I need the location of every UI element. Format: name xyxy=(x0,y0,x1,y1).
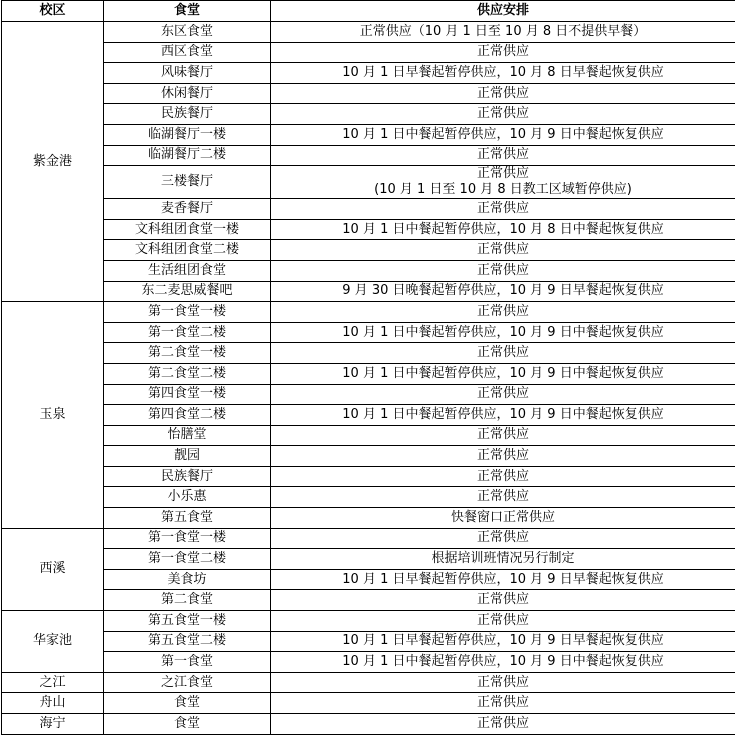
canteen-cell: 东二麦思威餐吧 xyxy=(104,281,271,302)
schedule-cell: 正常供应（10 月 1 日至 10 月 8 日不提供早餐） xyxy=(271,22,735,43)
table-row xyxy=(2,63,735,84)
canteen-schedule-table xyxy=(1,0,735,735)
canteen-cell: 第一食堂二楼 xyxy=(104,322,271,343)
table-row xyxy=(2,240,735,261)
campus-cell: 西溪 xyxy=(2,528,104,610)
header-canteen: 食堂 xyxy=(104,1,271,22)
table-row xyxy=(2,425,735,446)
table-row xyxy=(2,363,735,384)
table-row xyxy=(2,652,735,673)
canteen-cell: 三楼餐厅 xyxy=(104,166,271,199)
schedule-cell: 正常供应 xyxy=(271,672,735,693)
schedule-cell: 正常供应 xyxy=(271,145,735,166)
schedule-cell: 正常供应 xyxy=(271,384,735,405)
table-row xyxy=(2,405,735,426)
canteen-cell: 第一食堂一楼 xyxy=(104,528,271,549)
header-row xyxy=(2,1,735,22)
canteen-cell: 之江食堂 xyxy=(104,672,271,693)
schedule-cell: 正常供应 xyxy=(271,466,735,487)
schedule-cell: 正常供应 xyxy=(271,240,735,261)
schedule-cell: 正常供应 xyxy=(271,528,735,549)
table-row xyxy=(2,672,735,693)
table-row xyxy=(2,714,735,735)
schedule-cell: 正常供应 xyxy=(271,611,735,632)
table-row xyxy=(2,124,735,145)
schedule-cell: 快餐窗口正常供应 xyxy=(271,508,735,529)
canteen-cell: 小乐惠 xyxy=(104,487,271,508)
schedule-cell: 正常供应 xyxy=(271,104,735,125)
canteen-cell: 第五食堂 xyxy=(104,508,271,529)
campus-cell: 之江 xyxy=(2,672,104,693)
campus-cell: 紫金港 xyxy=(2,22,104,302)
table-row xyxy=(2,693,735,714)
schedule-cell: 正常供应 xyxy=(271,260,735,281)
table-row xyxy=(2,487,735,508)
canteen-cell: 风味餐厅 xyxy=(104,63,271,84)
canteen-cell: 第四食堂二楼 xyxy=(104,405,271,426)
canteen-cell: 第二食堂 xyxy=(104,590,271,611)
canteen-cell: 食堂 xyxy=(104,693,271,714)
campus-cell: 玉泉 xyxy=(2,302,104,529)
schedule-cell: 10 月 1 日早餐起暂停供应，10 月 9 日早餐起恢复供应 xyxy=(271,569,735,590)
table-body xyxy=(2,22,735,735)
canteen-cell: 第一食堂二楼 xyxy=(104,549,271,570)
table-row xyxy=(2,302,735,323)
canteen-cell: 临湖餐厅一楼 xyxy=(104,124,271,145)
table-row xyxy=(2,569,735,590)
table-row xyxy=(2,528,735,549)
schedule-note: (10 月 1 日至 10 月 8 日教工区域暂停供应) xyxy=(374,182,632,198)
table-row xyxy=(2,104,735,125)
canteen-cell: 食堂 xyxy=(104,714,271,735)
table-row xyxy=(2,508,735,529)
schedule-cell: 正常供应 xyxy=(271,446,735,467)
schedule-cell: 正常供应 xyxy=(271,83,735,104)
canteen-cell: 美食坊 xyxy=(104,569,271,590)
table-row xyxy=(2,166,735,199)
schedule-cell: 正常供应 xyxy=(271,487,735,508)
table-row xyxy=(2,611,735,632)
schedule-text: 正常供应 xyxy=(476,166,529,182)
table-row xyxy=(2,145,735,166)
table-row xyxy=(2,631,735,652)
canteen-cell: 休闲餐厅 xyxy=(104,83,271,104)
schedule-cell: 正常供应 xyxy=(271,343,735,364)
header-campus: 校区 xyxy=(2,1,104,22)
canteen-cell: 生活组团食堂 xyxy=(104,260,271,281)
table-row xyxy=(2,343,735,364)
table-row xyxy=(2,260,735,281)
campus-cell: 舟山 xyxy=(2,693,104,714)
canteen-cell: 第二食堂二楼 xyxy=(104,363,271,384)
schedule-cell: 10 月 1 日中餐起暂停供应，10 月 9 日中餐起恢复供应 xyxy=(271,405,735,426)
canteen-cell: 第一食堂 xyxy=(104,652,271,673)
canteen-cell: 麦香餐厅 xyxy=(104,199,271,220)
table-row xyxy=(2,42,735,63)
canteen-cell: 文科组团食堂二楼 xyxy=(104,240,271,261)
schedule-cell: 9 月 30 日晚餐起暂停供应，10 月 9 日早餐起恢复供应 xyxy=(271,281,735,302)
canteen-cell: 第二食堂一楼 xyxy=(104,343,271,364)
header-schedule: 供应安排 xyxy=(271,1,735,22)
table-row xyxy=(2,199,735,220)
schedule-cell: 正常供应 xyxy=(271,590,735,611)
schedule-cell: 正常供应 xyxy=(271,425,735,446)
campus-cell: 海宁 xyxy=(2,714,104,735)
campus-cell: 华家池 xyxy=(2,611,104,673)
canteen-cell: 西区食堂 xyxy=(104,42,271,63)
canteen-cell: 靓园 xyxy=(104,446,271,467)
schedule-cell: 10 月 1 日中餐起暂停供应，10 月 9 日中餐起恢复供应 xyxy=(271,652,735,673)
schedule-cell: 10 月 1 日早餐起暂停供应，10 月 9 日早餐起恢复供应 xyxy=(271,631,735,652)
schedule-cell: 正常供应 xyxy=(271,302,735,323)
table-row xyxy=(2,219,735,240)
canteen-cell: 怡膳堂 xyxy=(104,425,271,446)
table-row xyxy=(2,281,735,302)
schedule-cell: 10 月 1 日中餐起暂停供应，10 月 9 日中餐起恢复供应 xyxy=(271,322,735,343)
canteen-cell: 临湖餐厅二楼 xyxy=(104,145,271,166)
canteen-cell: 东区食堂 xyxy=(104,22,271,43)
schedule-cell: 正常供应 xyxy=(271,199,735,220)
table-row xyxy=(2,22,735,43)
table-row xyxy=(2,83,735,104)
schedule-cell: 正常供应 xyxy=(271,714,735,735)
canteen-cell: 第五食堂二楼 xyxy=(104,631,271,652)
table-row xyxy=(2,590,735,611)
table-row xyxy=(2,549,735,570)
schedule-cell xyxy=(271,166,735,199)
schedule-cell: 正常供应 xyxy=(271,693,735,714)
table-row xyxy=(2,466,735,487)
canteen-cell: 第五食堂一楼 xyxy=(104,611,271,632)
schedule-cell: 正常供应 xyxy=(271,42,735,63)
schedule-cell: 10 月 1 日中餐起暂停供应，10 月 9 日中餐起恢复供应 xyxy=(271,363,735,384)
canteen-cell: 民族餐厅 xyxy=(104,104,271,125)
canteen-cell: 文科组团食堂一楼 xyxy=(104,219,271,240)
table-row xyxy=(2,322,735,343)
schedule-cell: 10 月 1 日早餐起暂停供应，10 月 8 日早餐起恢复供应 xyxy=(271,63,735,84)
table-row xyxy=(2,384,735,405)
canteen-cell: 民族餐厅 xyxy=(104,466,271,487)
schedule-cell: 10 月 1 日中餐起暂停供应，10 月 9 日中餐起恢复供应 xyxy=(271,124,735,145)
canteen-cell: 第四食堂一楼 xyxy=(104,384,271,405)
schedule-cell: 10 月 1 日中餐起暂停供应，10 月 8 日中餐起恢复供应 xyxy=(271,219,735,240)
schedule-cell: 根据培训班情况另行制定 xyxy=(271,549,735,570)
table-row xyxy=(2,446,735,467)
canteen-cell: 第一食堂一楼 xyxy=(104,302,271,323)
